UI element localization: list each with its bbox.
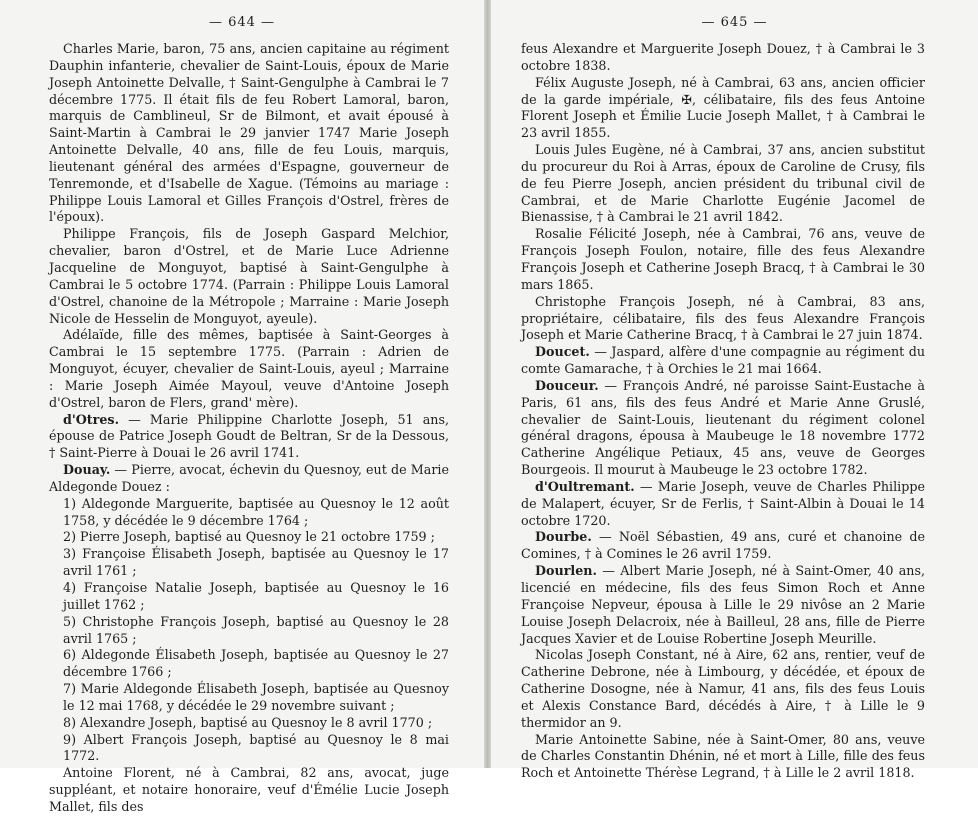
page-number-right: — 645 — xyxy=(701,15,768,30)
entry-text: — Noël Sébastien, 49 ans, curé et chanoine de Comines, † à Comines le 26 avril 1759. xyxy=(521,529,925,562)
entry-heading: Dourbe. xyxy=(535,529,592,545)
entry-text: — Marie Joseph, veuve de Charles Philippe de Malapert, écuyer, Sr de Ferlis, † Saint-Albin à Douai le 14 octobre 1720. xyxy=(521,478,925,528)
paragraph: Rosalie Félicité Joseph, née à Cambrai, 76 ans, veuve de François Joseph Foulon, notaire, fille des feus Alexandre François Joseph et Catherine Joseph Bracq, † à Cambrai le 30 mars 1865. xyxy=(521,226,925,292)
paragraph: Louis Jules Eugène, né à Cambrai, 37 ans, ancien substitut du procureur du Roi à Arras, époux de Caroline de Crusy, fils de feu Pierre Joseph, ancien président du tribunal civil de Cambrai, et de Marie Charlotte Eugénie Jacomel de Bienassise, † à Cambrai le 21 avril 1842. xyxy=(521,142,925,225)
paragraph: Nicolas Joseph Constant, né à Aire, 62 ans, rentier, veuf de Catherine Debrone, née à Limbourg, y décédée, et époux de Catherine Dosogne, née à Namur, 41 ans, fils des feus Louis et Alexis Constance Bard, décédés à Aire, † à Lille le 9 thermidor an 9. xyxy=(521,647,925,730)
entry-oultremant xyxy=(521,479,925,530)
list-item: 2) Pierre Joseph, baptisé au Quesnoy le 21 octobre 1759 ; xyxy=(63,529,435,545)
list-item: 1) Aldegonde Marguerite, baptisée au Quesnoy le 12 août 1758, y décédée le 9 décembre 1764 ; xyxy=(63,495,449,528)
paragraph: feus Alexandre et Marguerite Joseph Douez, † à Cambrai le 3 octobre 1838. xyxy=(521,41,925,73)
list-item: 5) Christophe François Joseph, baptisé au Quesnoy le 28 avril 1765 ; xyxy=(63,613,449,646)
paragraph: Félix Auguste Joseph, né à Cambrai, 63 ans, ancien officier de la garde impériale, ✠, célibataire, fils des feus Antoine Florent Joseph et Émilie Lucie Joseph Mallet, † à Cambrai le 23 avril 1855. xyxy=(521,74,925,141)
entry-heading: d'Oultremant. xyxy=(535,478,635,494)
entry-otres xyxy=(49,412,449,463)
left-page xyxy=(0,0,484,814)
entry-text: — Marie Philippine Charlotte Joseph, 51 ans, épouse de Patrice Joseph Goudt de Beltran, Sr de la Dessous, † Saint-Pierre à Douai le 26 avril 1741. xyxy=(49,411,449,461)
entry-heading: Douceur. xyxy=(535,377,599,393)
paragraph: Marie Antoinette Sabine, née à Saint-Omer, 80 ans, veuve de Charles Constantin Dhénin, né et mort à Lille, fille des feus Roch et Antoinette Thérèse Legrand, † à Lille le 2 avril 1818. xyxy=(521,731,925,781)
entry-text: — Pierre, avocat, échevin du Quesnoy, eut de Marie Aldegonde Douez : xyxy=(49,462,449,494)
list-item: 7) Marie Aldegonde Élisabeth Joseph, baptisée au Quesnoy le 12 mai 1768, y décédée le 29 novembre suivant ; xyxy=(63,681,449,713)
entry-text: — Jaspard, alfère d'une compagnie au régiment du comte Gamarache, † à Orchies le 21 mai 1664. xyxy=(521,344,925,377)
entry-douceur xyxy=(521,378,925,479)
entry-heading: Douay. xyxy=(63,462,111,478)
list-item: 3) Françoise Élisabeth Joseph, baptisée au Quesnoy le 17 avril 1761 ; xyxy=(63,546,449,579)
list-item: 6) Aldegonde Élisabeth Joseph, baptisée au Quesnoy le 27 décembre 1766 ; xyxy=(63,647,449,680)
right-page xyxy=(491,0,978,781)
paragraph: Christophe François Joseph, né à Cambrai, 83 ans, propriétaire, célibataire, fils des feus Alexandre François Joseph et Marie Catherine Bracq, † à Cambrai le 27 juin 1874. xyxy=(521,293,925,343)
list-item: 4) Françoise Natalie Joseph, baptisée au Quesnoy le 16 juillet 1762 ; xyxy=(63,580,449,612)
entry-heading: d'Otres. xyxy=(63,411,119,427)
entry-heading: Dourlen. xyxy=(535,563,597,579)
paragraph: Antoine Florent, né à Cambrai, 82 ans, avocat, juge suppléant, et notaire honoraire, veuf d'Émélie Lucie Joseph Mallet, fils des xyxy=(49,765,449,814)
paragraph: Charles Marie, baron, 75 ans, ancien capitaine au régiment Dauphin infanterie, chevalier de Saint-Louis, époux de Marie Joseph Antoinette Delvalle, † Saint-Gengulphe à Cambrai le 7 décembre 1775. Il était fils de feu Robert Lamoral, baron, marquis de Camblineul, Sr de Bilmont, et avait épousé à Saint-Martin à Cambrai le 29 janvier 1747 Marie Joseph Antoinette Delvalle, 40 ans, fille de feu Louis, marquis, lieutenant général des armées d'Espagne, gouverneur de Tenremonde, et d'Isabelle de Xague. (Témoins au mariage : Philippe Louis Lamoral et Gilles François d'Ostrel, frères de l'époux). xyxy=(49,41,449,225)
entry-text: — François André, né paroisse Saint-Eustache à Paris, 61 ans, fils des feus André et Marie Anne Gruslé, chevalier de Saint-Louis, lieutenant du régiment colonel général dragons, épousa à Maubeuge le 18 novembre 1772 Catherine Angélique Petiaux, 45 ans, veuve de Georges Bourgeois. Il mourut à Maubeuge le 23 octobre 1782. xyxy=(521,377,925,478)
page-number-left: — 644 — xyxy=(208,15,276,30)
entry-dourbe xyxy=(521,529,925,563)
right-page-text xyxy=(521,41,925,782)
book-gutter xyxy=(484,0,491,768)
entry-text: — Albert Marie Joseph, né à Saint-Omer, 40 ans, licencié en médecine, fils des feus Simon Roch et Anne Françoise Nepveur, épousa à Lille le 29 nivôse an 2 Marie Louise Joseph Delacroix, née à Bailleul, 28 ans, fille de Pierre Jacques Xavier et de Louise Robertine Joseph Meurille. xyxy=(521,563,925,646)
entry-douay xyxy=(49,462,449,496)
paragraph: Philippe François, fils de Joseph Gaspard Melchior, chevalier, baron d'Ostrel, et de Marie Luce Adrienne Jacqueline de Monguyot, baptisé à Saint-Gengulphe à Cambrai le 5 octobre 1774. (Parrain : Philippe Louis Lamoral d'Ostrel, chanoine de la Métropole ; Marraine : Marie Joseph Nicole de Hesselin de Monguyot, ayeule). xyxy=(49,226,449,326)
entry-doucet xyxy=(521,344,925,378)
paragraph: Adélaïde, fille des mêmes, baptisée à Saint-Georges à Cambrai le 15 septembre 1775. (Parrain : Adrien de Monguyot, écuyer, chevalier de Saint-Louis, ayeul ; Marraine : Marie Joseph Aimée Mayoul, veuve d'Antoine Joseph d'Ostrel, baron de Flers, grand' mère). xyxy=(49,327,449,410)
list-item: 8) Alexandre Joseph, baptisé au Quesnoy le 8 avril 1770 ; xyxy=(63,714,433,730)
entry-heading: Doucet. xyxy=(535,344,590,360)
list-item: 9) Albert François Joseph, baptisé au Quesnoy le 8 mai 1772. xyxy=(63,731,449,764)
entry-dourlen xyxy=(521,563,925,647)
left-page-text xyxy=(49,41,449,816)
